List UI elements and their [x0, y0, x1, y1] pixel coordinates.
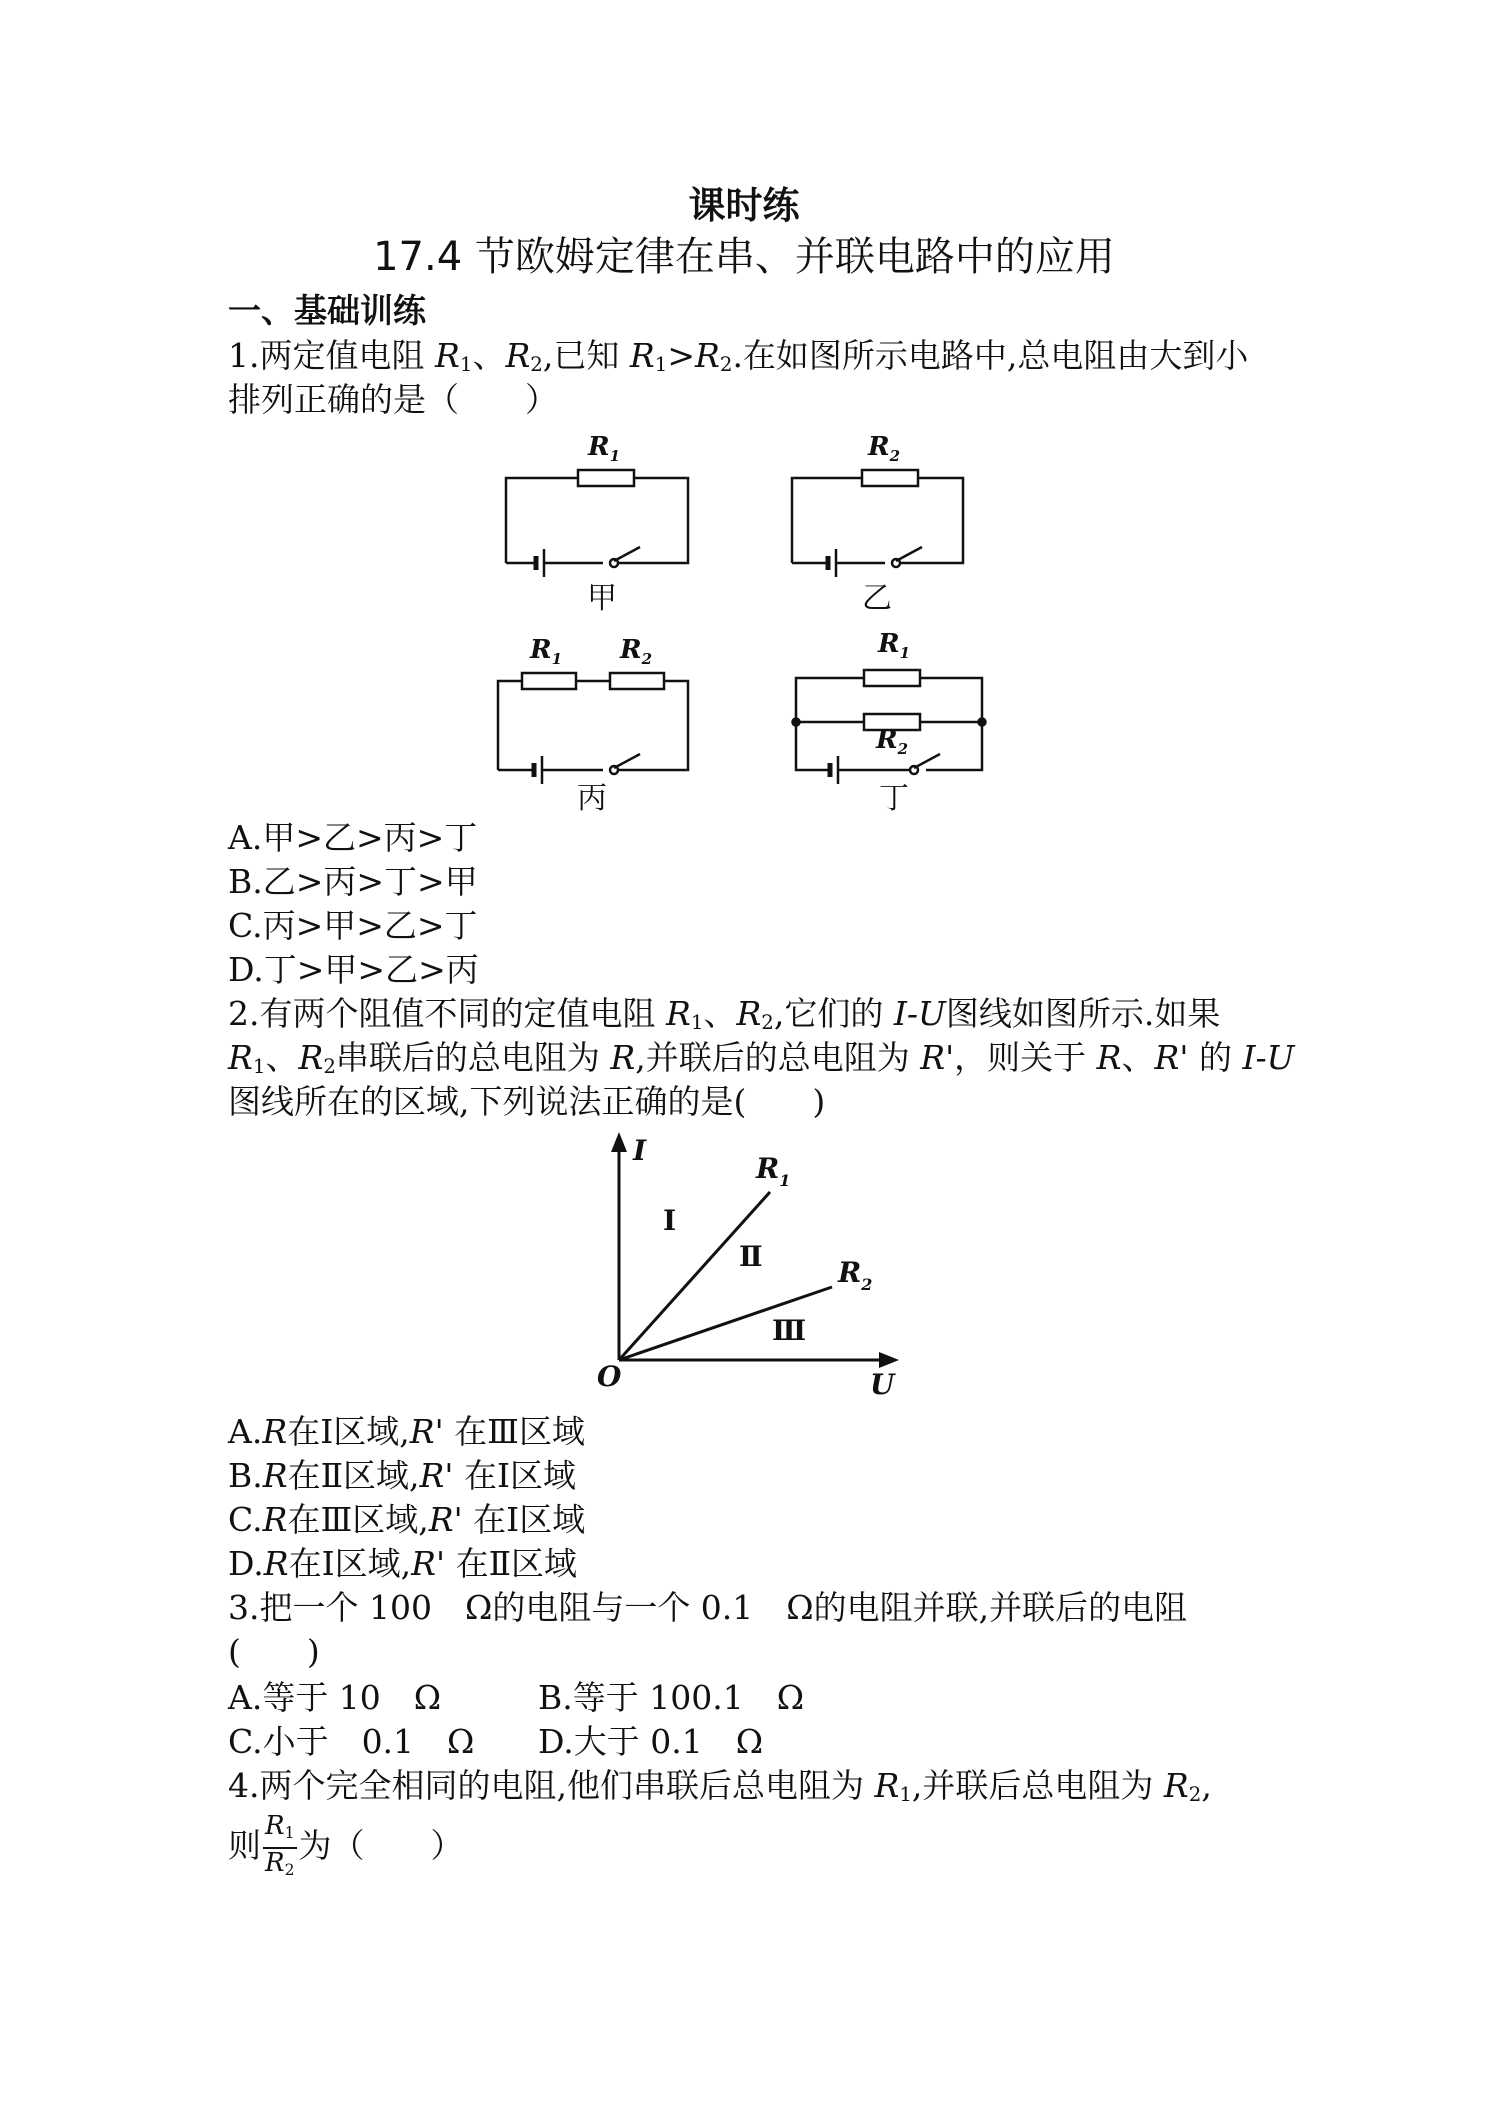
svg-text:R1: $R_1$: [878, 629, 911, 662]
q4-text-line2: 则 $\frac{R_1}{R_2}$ 为（ ）: [228, 1812, 464, 1884]
q3-option-b: B.等于 100.1 Ω: [538, 1678, 805, 1717]
q2-option-b: B.R在Ⅱ区域,R' 在Ⅰ区域: [228, 1456, 576, 1495]
q2-text-line3: 图线所在的区域,下列说法正确的是( ): [228, 1082, 826, 1121]
svg-text:I: I: [633, 1134, 647, 1167]
q3-option-a: A.等于 10 Ω: [228, 1678, 442, 1717]
iu-graph: [597, 1132, 899, 1401]
q1-option-d: D.丁>甲>乙>丙: [228, 950, 479, 989]
svg-text:Ⅰ: Ⅰ: [663, 1204, 677, 1237]
label-jia: 甲: [587, 581, 617, 616]
page-subtitle: 17.4 节欧姆定律在串、并联电路中的应用: [373, 234, 1115, 280]
svg-text:R2: $R_2$: [868, 432, 901, 465]
svg-text:R1: $R_1$: [756, 1152, 791, 1190]
q3-text-line1: 3.把一个 100 Ω的电阻与一个 0.1 Ω的电阻并联,并联后的电阻: [228, 1588, 1188, 1627]
label-yi: 乙: [862, 581, 892, 616]
svg-text:R2: $R_2$: [838, 1256, 873, 1294]
q2-option-d: D.R在Ⅰ区域,R' 在Ⅱ区域: [228, 1544, 578, 1583]
q2-option-a: A.R在Ⅰ区域,R' 在Ⅲ区域: [228, 1412, 585, 1451]
section-heading: 一、基础训练: [228, 291, 426, 330]
q3-text-line2: ( ): [228, 1632, 320, 1671]
q1-text-line2: 排列正确的是（ ）: [228, 380, 558, 419]
q2-option-c: C.R在Ⅲ区域,R' 在Ⅰ区域: [228, 1500, 586, 1539]
svg-text:R2: $R_2$: [876, 725, 909, 758]
svg-text:Ⅱ: Ⅱ: [739, 1240, 763, 1273]
q4-text-line1: 4.两个完全相同的电阻,他们串联后总电阻为 $R_1$,并联后总电阻为 $R_2$,: [228, 1766, 1212, 1806]
svg-text:U: U: [870, 1368, 895, 1401]
svg-text:R1: $R_1$: [588, 432, 621, 465]
svg-text:Ⅲ: Ⅲ: [772, 1314, 807, 1347]
q1-option-a: A.甲>乙>丙>丁: [228, 818, 478, 857]
svg-text:O: O: [597, 1360, 622, 1393]
circuit-yi: [792, 470, 963, 577]
q2-text-line1: 2.有两个阻值不同的定值电阻 $R_1$、$R_2$,它们的 I-U图线如图所示.如果: [228, 994, 1221, 1034]
circuit-jia: [506, 470, 688, 577]
svg-text:R2: $R_2$: [620, 635, 653, 668]
q1-text-line1: 1.两定值电阻 $R_1$、$R_2$,已知 $R_1>R_2$.在如图所示电路中,总电阻由大到小: [228, 336, 1249, 376]
q2-text-line2: $R_1$、$R_2$串联后的总电阻为 R,并联后的总电阻为 R'，则关于 R、R' 的 I-U: [228, 1038, 1295, 1078]
label-ding: 丁: [879, 781, 909, 816]
label-bing: 丙: [577, 781, 607, 816]
page-title: 课时练: [688, 184, 800, 227]
q1-option-c: C.丙>甲>乙>丁: [228, 906, 478, 945]
q4-fraction: $\frac{R_1}{R_2}$: [265, 1811, 295, 1879]
q1-option-b: B.乙>丙>丁>甲: [228, 862, 478, 901]
q3-option-c: C.小于 0.1 Ω: [228, 1722, 475, 1761]
svg-text:R1: $R_1$: [530, 635, 563, 668]
circuit-bing: [498, 673, 688, 784]
q3-option-d: D.大于 0.1 Ω: [538, 1722, 764, 1761]
